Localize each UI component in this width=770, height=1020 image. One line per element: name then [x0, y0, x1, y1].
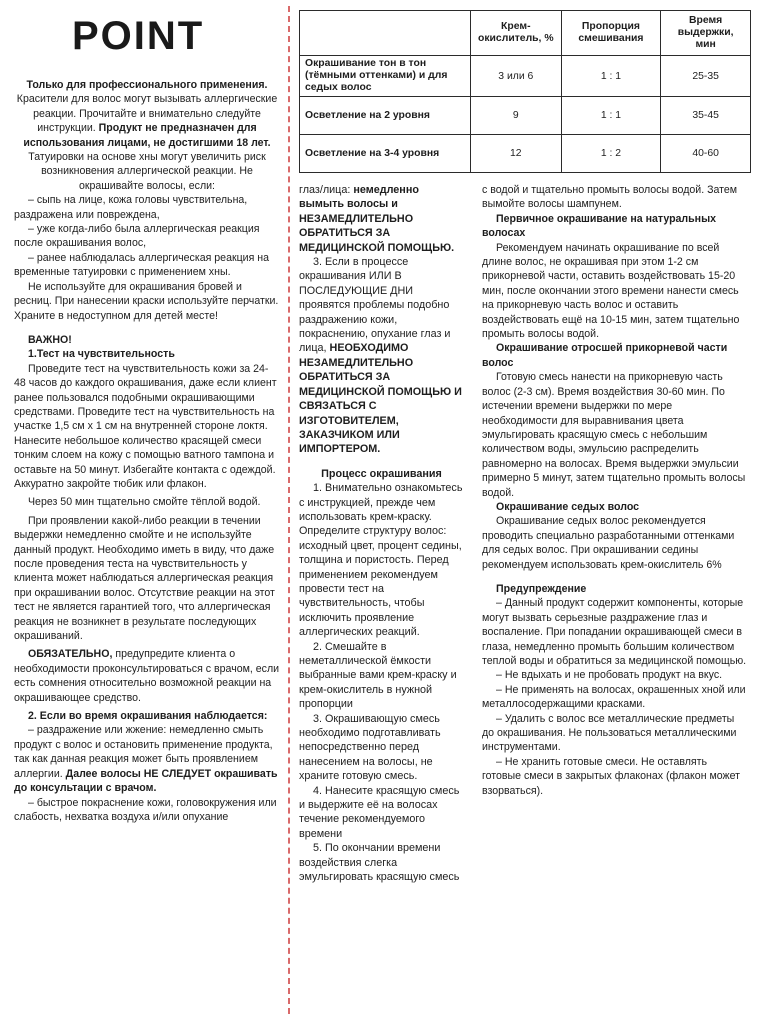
list-item: – сыпь на лице, кожа головы чувствительна, раздражена или повреждена, [14, 194, 248, 221]
must-label: ОБЯЗАТЕЛЬНО, [28, 648, 113, 661]
table-cell: 1 : 1 [561, 97, 661, 135]
column-left [14, 78, 280, 824]
paragraph: Проведите тест на чувствительность кожи за 24-48 часов до каждого окрашивания, даже если клиент ранее пользовался подобными окрашивающими средствами. Проведите тест на чувствительность на участке 1,5 см х 1 см на внутренней стороне локтя. Нанесите небольшое количество красящей смеси тонким слоем на кожу с помощью ватного тампона и оставьте на 50 минут. Избегайте контакта с одеждой. Аккуратно закройте тюбик или флакон. [14, 362, 277, 490]
list-item: – уже когда-либо была аллергическая реакция после окрашивания волос, [14, 223, 260, 250]
list-item: – Не хранить готовые смеси. Не оставлять готовые смеси в закрытых флаконах (флакон может взорваться). [482, 755, 741, 797]
table-header-cell: Время выдержки, мин [661, 11, 751, 56]
text: 3. Если в процессе окрашивания ИЛИ В ПОСЛЕДУЮЩИЕ ДНИ проявятся проблемы подобно раздражению кожи, покраснению, опухание глаз и лица, [299, 256, 451, 355]
table-cell: 1 : 2 [561, 135, 661, 173]
table-row [300, 135, 751, 173]
list-item: – Данный продукт содержит компоненты, которые могут вызвать серьезные раздражение глаз и воспаление. При попадании окрашивающей смеси в глаза, немедленно промыть большим количеством теплой воды и обратиться за медицинской помощью. [482, 597, 747, 667]
column-middle [299, 183, 464, 885]
text: Красители для волос могут вызывать аллергические реакции. Прочитайте и внимательно следуйте инструкции. [16, 93, 278, 135]
paragraph [14, 647, 280, 705]
table-header-cell: Крем-окислитель, % [471, 11, 562, 56]
paragraph: Не используйте для окрашивания бровей и ресниц. При нанесении краски используйте перчатки. Храните в недоступном для детей месте! [14, 280, 279, 322]
text: предупредите клиента о необходимости проконсультироваться с врачом, если есть сомнения относительно возможной реакции на окрашивающее средство. [14, 648, 280, 704]
section-heading: Окрашивание седых волос [496, 500, 640, 513]
table-row [300, 97, 751, 135]
list-item: – Удалить с волос все металлические предметы до окрашивания. Не пользоваться металлическими инструментами. [482, 712, 737, 754]
step-item: 2. Смешайте в неметаллической ёмкости выбранные вами крем-краску и крем-окислитель в нужной пропорции [299, 640, 457, 711]
important-heading: ВАЖНО! [28, 333, 72, 346]
step-item: 4. Нанесите красящую смесь и выдержите её на волосах течение рекомендуемого времени [299, 784, 460, 840]
paragraph [299, 255, 464, 457]
text: Татуировки на основе хны могут увеличить риск возникновения аллергической реакции. Не окрашивайте волосы, если: [28, 151, 266, 192]
section-heading: 2. Если во время окрашивания наблюдается: [28, 710, 268, 723]
paragraph: Окрашивание седых волос рекомендуется проводить специально разработанными оттенками для седых волос. При окрашивании седины рекомендуем использовать крем-окислитель 6% [482, 515, 735, 571]
paragraph: Готовую смесь нанести на прикорневую часть волос (2-3 см). Время воздействия 30-60 мин. По истечении времени выдержки по мере необходимости для выравнивания цвета эмульгировать красящую смесь с небольшим количеством воды, эмульсию распределить равномерно на волосах. Время выдержки эмульсии примерно 5 минут, затем тщательно промыть волосы водой. [482, 371, 746, 499]
table-cell: 40-60 [661, 135, 751, 173]
table-row [300, 56, 751, 97]
table-cell: 25-35 [661, 56, 751, 97]
table-cell: 35-45 [661, 97, 751, 135]
warning-text: НЕОБХОДИМО НЕЗАМЕДЛИТЕЛЬНО ОБРАТИТЬСЯ ЗА МЕДИЦИНСКОЙ ПОМОЩЬЮ И СВЯЗАТЬСЯ С ИЗГОТОВИТЕЛЕМ, ЗАКАЗЧИКОМ ИЛИ ИМПОРТЕРОМ. [299, 342, 462, 456]
paragraph: Через 50 мин тщательно смойте тёплой водой. [28, 496, 261, 509]
section-heading: Окрашивание отросшей прикорневой части волос [482, 342, 728, 369]
section-heading: 1.Тест на чувствительность [28, 348, 175, 361]
list-item: – ранее наблюдалась аллергическая реакция на временные татуировки с применением хны. [14, 251, 270, 279]
professional-use-heading: Только для профессионального применения. [26, 79, 268, 91]
step-item: 5. По окончании времени воздействия слегка эмульгировать красящую смесь [299, 842, 460, 884]
table-cell: Осветление на 3-4 уровня [300, 135, 471, 173]
column-divider [288, 6, 290, 1014]
list-item [14, 723, 280, 795]
table-cell: 1 : 1 [561, 56, 661, 97]
table-cell: Окрашивание тон в тон (тёмными оттенками) и для седых волос [300, 56, 471, 97]
table-header-row [300, 11, 751, 56]
paragraph [299, 183, 464, 255]
step-item: 1. Внимательно ознакомьтесь с инструкцией, прежде чем использовать крем-краску. Определите структуру волос: исходный цвет, процент седины, толщина и пористость. Перед применением рекомендуем провести тест на чувствительность, чтобы исключить проявление аллергических реакций. [299, 482, 463, 639]
table-cell: 12 [471, 135, 562, 173]
table-header-cell [300, 11, 471, 56]
warning-text: Далее волосы НЕ СЛЕДУЕТ окрашивать до консультации с врачом. [14, 767, 278, 795]
mixing-table [299, 10, 751, 173]
table-cell: 3 или 6 [471, 56, 562, 97]
text: глаз/лица: [299, 184, 351, 196]
list-item: – быстрое покраснение кожи, головокружения или слабость, нехватка воздуха и/или опухание [14, 796, 277, 823]
list-item: – Не вдыхать и не пробовать продукт на вкус. [496, 669, 723, 682]
section-heading: Процесс окрашивания [321, 467, 442, 480]
text: – раздражение или жжение: немедленно смыть продукт с волос и остановить применение продукта, так как данная реакция может быть проявлением аллергии. [14, 724, 273, 780]
paragraph [14, 78, 280, 193]
paragraph: Рекомендуем начинать окрашивание по всей длине волос, не окрашивая при этом 1-2 см прикорневой части, оставить воздействовать 15-20 мин, после окончании этого времени нанести смесь на прикорневую часть волос и оставить воздействовать ещё на 10-15 мин, затем тщательно промыть волосы водой. [482, 241, 740, 341]
warning-text: немедленно вымыть волосы и НЕЗАМЕДЛИТЕЛЬНО ОБРАТИТЬСЯ ЗА МЕДИЦИНСКОЙ ПОМОЩЬЮ. [299, 184, 455, 254]
table-header-cell: Пропорция смешивания [561, 11, 661, 56]
paragraph: с водой и тщательно промыть волосы водой. Затем вымойте волосы шампунем. [482, 184, 738, 211]
table-cell: 9 [471, 97, 562, 135]
step-item: 3. Окрашивающую смесь необходимо подготавливать непосредственно перед нанесением на волосы, не храните готовую смесь. [299, 712, 441, 783]
list-item: – Не применять на волосах, окрашенных хной или металлосодержащими красками. [482, 683, 746, 711]
table-cell: Осветление на 2 уровня [300, 97, 471, 135]
brand-logo: POINT [72, 14, 205, 58]
section-heading: Предупреждение [496, 582, 587, 595]
column-right [482, 183, 748, 798]
age-warning: Продукт не предназначен для использования лицами, не достигшими 18 лет. [23, 122, 271, 149]
section-heading: Первичное окрашивание на натуральных волосах [482, 212, 717, 240]
paragraph: При проявлении какой-либо реакции в течении выдержки немедленно смойте и не используйте данный продукт. Необходимо иметь в виду, что даже после проведения теста на чувствительность у клиента может наблюдаться аллергическая реакция при окрашивании волос. Отсутствие реакции на этот тест не является гарантией того, что аллергическая реакция не возникнет в результате последующих окрашиваний. [14, 514, 275, 643]
